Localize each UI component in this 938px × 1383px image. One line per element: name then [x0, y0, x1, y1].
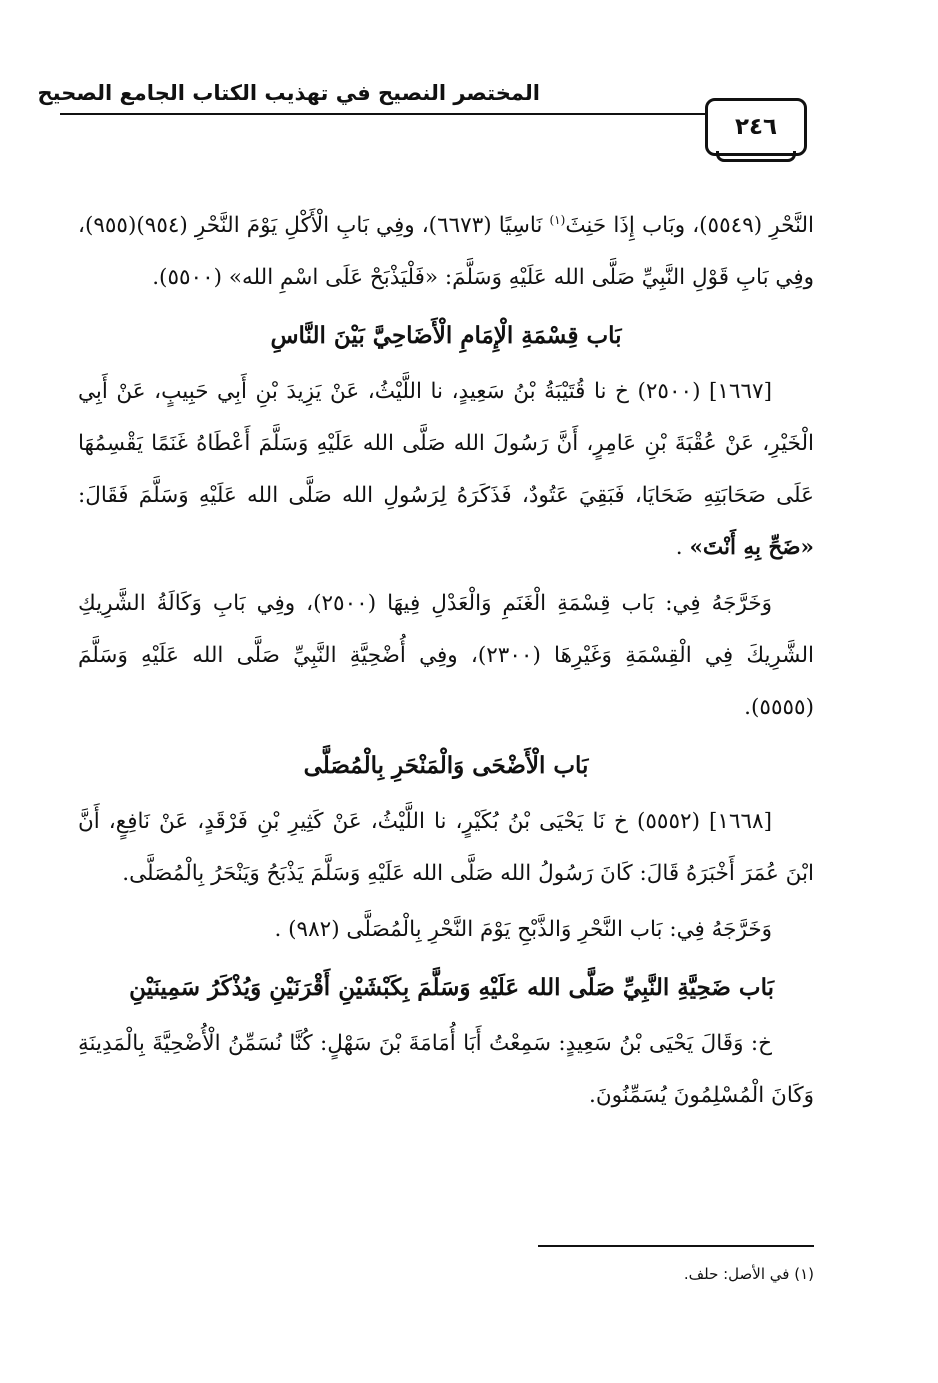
paragraph-1-start: النَّحْرِ (٥٥٤٩)، وبَاب إِذَا حَنِثَ [565, 213, 815, 238]
page-number-badge [705, 98, 807, 156]
chapter-heading-3: بَاب ضَحِيَّةِ النَّبِيِّ صَلَّى الله عَلَيْهِ وَسَلَّمَ بِكَبْشَيْنِ أَقْرَنَيْنِ وَيُذْكَرُ سَمِينَيْنِ [129, 974, 774, 1001]
paragraph-1-rest: نَاسِيًا (٦٦٧٣)، وفِي بَابِ الْأَكْلِ يَوْمَ النَّحْرِ (٩٥٤)(٩٥٥)، وفِي بَابِ قَوْلِ النَّبِيِّ صَلَّى الله عَلَيْهِ وَسَلَّمَ: «فَلْيَذْبَحْ عَلَى اسْمِ الله» (٥٥٠٠). [78, 213, 814, 290]
footnote-rule [538, 1245, 814, 1247]
footnote-ref: (١) [549, 212, 566, 227]
cross-reference-2: وَخَرَّجَهُ فِي: بَاب النَّحْرِ وَالذَّبْحِ يَوْمَ النَّحْرِ بِالْمُصَلَّى (٩٨٢) . [274, 917, 772, 942]
footnote: (١) في الأصل: حلف. [683, 1265, 814, 1283]
paragraph-1 [78, 200, 814, 304]
page-number: ٢٤٦ [734, 114, 778, 140]
main-text [78, 200, 814, 1122]
ta-liq-paragraph: خ: وَقَالَ يَحْيَى بْنُ سَعِيدٍ: سَمِعْتُ أَبَا أُمَامَةَ بْنَ سَهْلٍ: كُنَّا نُسَمِّنُ الْأُضْحِيَّةَ بِالْمَدِينَةِ وَكَانَ الْمُسْلِمُونَ يُسَمِّنُونَ. [78, 1031, 814, 1108]
running-header-title: المختصر النصيح في تهذيب الكتاب الجامع الصحيح [37, 81, 540, 105]
hadith-1667-text: [١٦٦٧] (٢٥٠٠) خ نا قُتَيْبَةُ بْنُ سَعِيدٍ، نا اللَّيْثُ، عَنْ يَزِيدَ بْنِ أَبِي حَبِيبٍ، عَنْ أَبِي الْخَيْرِ، عَنْ عُقْبَةَ بْنِ عَامِرٍ، أَنَّ رَسُولَ الله صَلَّى الله عَلَيْهِ وَسَلَّمَ أَعْطَاهُ غَنَمًا يَقْسِمُهَا عَلَى صَحَابَتِهِ ضَحَايَا، فَبَقِيَ عَتُودٌ، فَذَكَرَهُ لِرَسُولِ الله صَلَّى الله عَلَيْهِ وَسَلَّمَ فَقَالَ: [78, 379, 814, 508]
header-rule [60, 113, 800, 115]
chapter-heading-2: بَاب الْأَضْحَى وَالْمَنْحَرِ بِالْمُصَلَّى [303, 752, 589, 779]
cross-reference-1: وَخَرَّجَهُ فِي: بَاب قِسْمَةِ الْغَنَمِ وَالْعَدْلِ فِيهَا (٢٥٠٠)، وفِي بَابِ وَكَالَةُ الشَّرِيكِ الشَّرِيكَ فِي الْقِسْمَةِ وَغَيْرِهَا (٢٣٠٠)، وفِي أُضْحِيَّةِ النَّبِيِّ صَلَّى الله عَلَيْهِ وَسَلَّمَ (٥٥٥٥). [78, 591, 814, 720]
hadith-1667-end: . [675, 535, 690, 560]
hadith-1668: [١٦٦٨] (٥٥٥٢) خ نَا يَحْيَى بْنُ بُكَيْرٍ، نا اللَّيْثُ، عَنْ كَثِيرِ بْنِ فَرْقَدٍ، عَنْ نَافِعٍ، أَنَّ ابْنَ عُمَرَ أَخْبَرَهُ قَالَ: كَانَ رَسُولُ الله صَلَّى الله عَلَيْهِ وَسَلَّمَ يَذْبَحُ وَيَنْحَرُ بِالْمُصَلَّى. [78, 809, 814, 886]
chapter-heading-1: بَاب قِسْمَةِ الْإِمَامِ الْأَضَاحِيَّ بَيْنَ النَّاسِ [270, 322, 622, 349]
hadith-1667-quote: «ضَحِّ بِهِ أَنْتَ» [689, 535, 814, 560]
hadith-1667 [78, 366, 814, 574]
